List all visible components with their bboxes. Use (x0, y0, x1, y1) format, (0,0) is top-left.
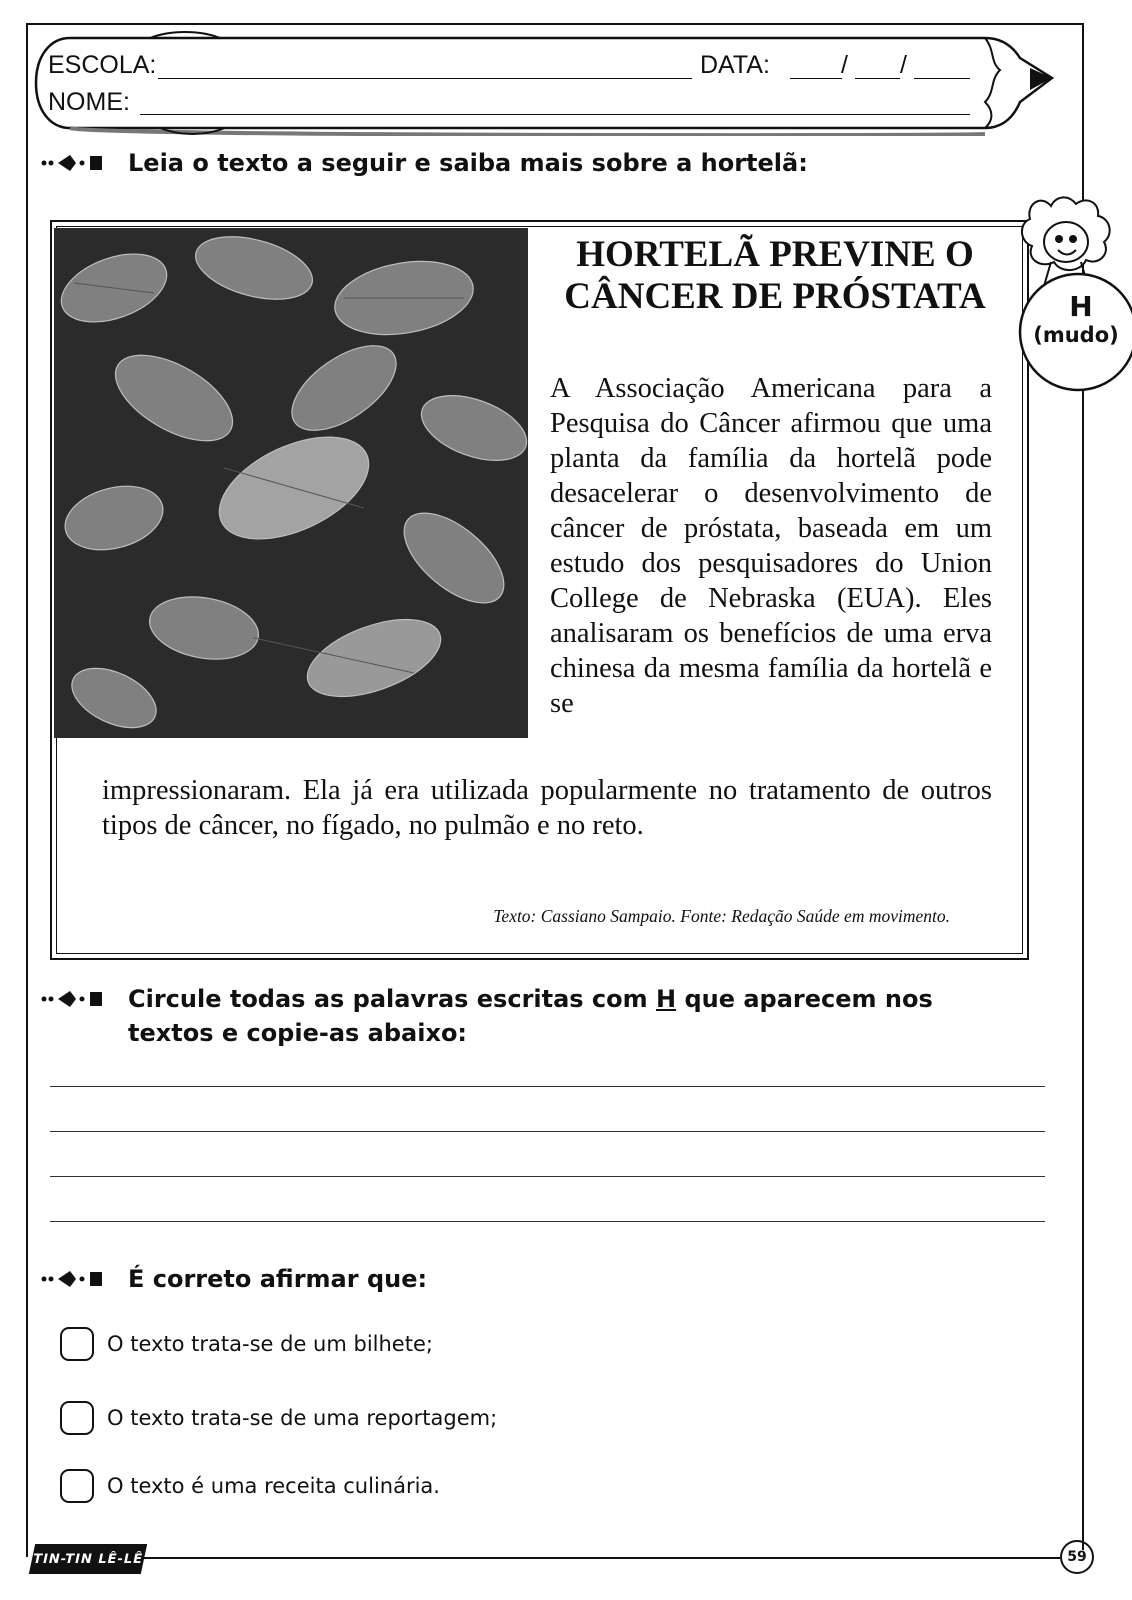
article-headline (540, 234, 1010, 318)
mint-leaves-photo (54, 228, 528, 738)
option-label: O texto trata-se de um bilhete; (107, 1332, 433, 1356)
page-number (1060, 1540, 1094, 1574)
instruction-circle-text-end: que aparecem nos (676, 985, 933, 1013)
arrow-bullet-icon (40, 153, 128, 173)
badge-letter: H (1069, 290, 1093, 323)
option-checkbox[interactable] (60, 1327, 94, 1361)
arrow-bullet-icon (40, 989, 128, 1009)
answer-line-2[interactable] (50, 1131, 1045, 1132)
page-frame-bottom (135, 1557, 1060, 1559)
article-paragraph-wide (102, 773, 992, 843)
answer-line-3[interactable] (50, 1176, 1045, 1177)
date-label: DATA: (700, 51, 770, 79)
option-reportagem[interactable] (60, 1401, 497, 1435)
instruction-correct-statement (40, 1262, 427, 1296)
option-bilhete[interactable] (60, 1327, 433, 1361)
publisher-logo (29, 1544, 147, 1574)
badge-note: (mudo) (1033, 323, 1119, 347)
article-paragraph-column (550, 371, 992, 721)
name-field[interactable] (140, 114, 970, 115)
article-source: Texto: Cassiano Sampaio. Fonte: Redação Saúde em movimento. (493, 906, 950, 926)
answer-line-4[interactable] (50, 1221, 1045, 1222)
answer-line-1[interactable] (50, 1086, 1045, 1087)
page-number-text: 59 (1067, 1549, 1087, 1565)
option-checkbox[interactable] (60, 1469, 94, 1503)
instruction-correct-text: É correto afirmar que: (128, 1265, 428, 1293)
instruction-circle-text-line2: textos e copie-as abaixo: (128, 1019, 468, 1047)
date-day-field[interactable] (790, 78, 842, 79)
option-receita[interactable] (60, 1469, 440, 1503)
date-month-field[interactable] (855, 78, 900, 79)
pencil-header-icon (30, 30, 1080, 136)
option-label: O texto trata-se de uma reportagem; (107, 1406, 498, 1430)
article-paragraph-wide-text: impressionaram. Ela já era utilizada popularmente no tratamento de outros tipos de câncer, no fígado, no pulmão e no reto. (102, 775, 992, 841)
date-year-field[interactable] (914, 78, 970, 79)
instruction-read-text: Leia o texto a seguir e saiba mais sobre a hortelã: (128, 149, 808, 177)
instruction-circle-words (40, 982, 933, 1050)
school-field[interactable] (158, 78, 692, 79)
option-checkbox[interactable] (60, 1401, 94, 1435)
date-separator: / (841, 51, 848, 79)
publisher-logo-text: TIN-TIN LÊ-LÊ (31, 1551, 145, 1567)
page-frame-left (26, 23, 28, 1557)
date-separator: / (900, 51, 907, 79)
school-label: ESCOLA: (48, 51, 157, 79)
option-label: O texto é uma receita culinária. (107, 1474, 440, 1498)
instruction-letter-h: H (656, 985, 677, 1013)
instruction-circle-text-start: Circule todas as palavras escritas com (128, 985, 657, 1013)
instruction-read (40, 146, 808, 180)
name-label: NOME: (48, 88, 130, 116)
arrow-bullet-icon (40, 1269, 128, 1289)
headline-line-2: CÂNCER DE PRÓSTATA (564, 276, 986, 317)
article-paragraph-column-text: A Associação Americana para a Pesquisa do Câncer afirmou que uma planta da família da hortelã pode desacelerar o desenvolvimento de câncer de próstata, baseada em um estudo dos pesquisadores do Union College de Nebraska (EUA). Eles analisaram os benefícios de uma erva chinesa da mesma família da hortelã e se (550, 373, 992, 719)
page-frame-top (26, 23, 1082, 25)
headline-line-1: HORTELÃ PREVINE O (576, 234, 974, 275)
